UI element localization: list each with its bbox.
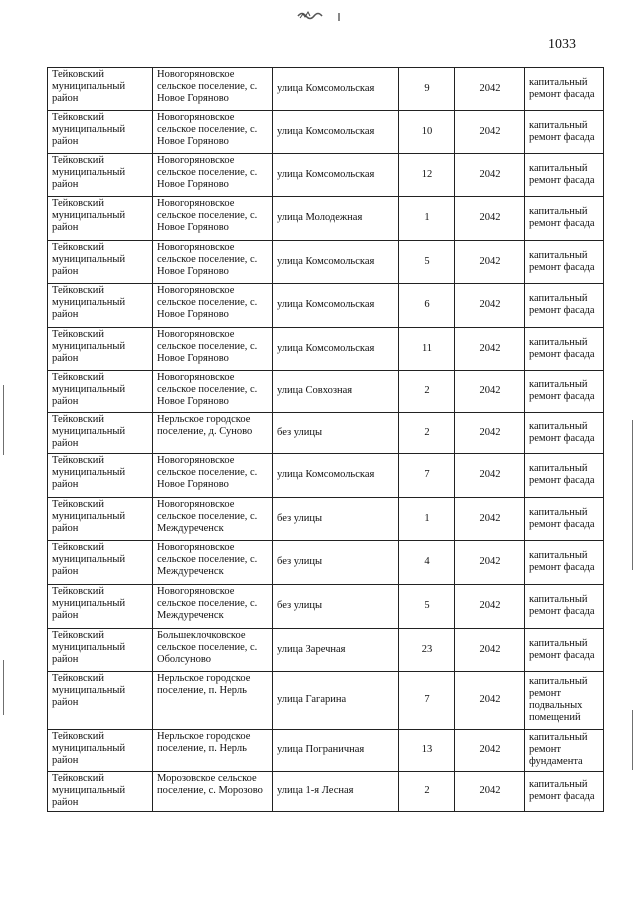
cell-settlement: Новогоряновское сельское поселение, с. Новое Горяново bbox=[153, 454, 273, 498]
cell-house: 1 bbox=[399, 498, 455, 541]
cell-house: 2 bbox=[399, 772, 455, 812]
table-row bbox=[48, 197, 604, 241]
cell-house: 2 bbox=[399, 371, 455, 413]
scan-edge-line bbox=[3, 385, 4, 455]
cell-street: без улицы bbox=[273, 413, 399, 454]
cell-year: 2042 bbox=[455, 197, 525, 241]
cell-house: 1 bbox=[399, 197, 455, 241]
cell-house: 5 bbox=[399, 585, 455, 629]
cell-house: 23 bbox=[399, 629, 455, 672]
cell-work: капитальный ремонт фасада bbox=[525, 241, 604, 284]
cell-district: Тейковский муниципальный район bbox=[48, 197, 153, 241]
table-row bbox=[48, 154, 604, 197]
cell-district: Тейковский муниципальный район bbox=[48, 454, 153, 498]
cell-street: без улицы bbox=[273, 541, 399, 585]
cell-settlement: Новогоряновское сельское поселение, с. Междуреченск bbox=[153, 585, 273, 629]
cell-house: 2 bbox=[399, 413, 455, 454]
cell-district: Тейковский муниципальный район bbox=[48, 154, 153, 197]
cell-work: капитальный ремонт фасада bbox=[525, 284, 604, 328]
table-row bbox=[48, 413, 604, 454]
table-row bbox=[48, 68, 604, 111]
page-number: 1033 bbox=[548, 37, 576, 52]
cell-work: капитальный ремонт фасада bbox=[525, 498, 604, 541]
cell-district: Тейковский муниципальный район bbox=[48, 585, 153, 629]
cell-work: капитальный ремонт фасада bbox=[525, 454, 604, 498]
cell-year: 2042 bbox=[455, 154, 525, 197]
cell-house: 6 bbox=[399, 284, 455, 328]
cell-street: без улицы bbox=[273, 498, 399, 541]
table-row bbox=[48, 541, 604, 585]
table-row bbox=[48, 730, 604, 772]
cell-street: улица Заречная bbox=[273, 629, 399, 672]
cell-street: улица Гагарина bbox=[273, 672, 399, 730]
cell-work: капитальный ремонт фасада bbox=[525, 68, 604, 111]
cell-work: капитальный ремонт фундамента bbox=[525, 730, 604, 772]
cell-work: капитальный ремонт фасада bbox=[525, 371, 604, 413]
cell-work: капитальный ремонт фасада bbox=[525, 629, 604, 672]
cell-settlement: Новогоряновское сельское поселение, с. Новое Горяново bbox=[153, 241, 273, 284]
cell-work: капитальный ремонт фасада bbox=[525, 585, 604, 629]
cell-settlement: Новогоряновское сельское поселение, с. Междуреченск bbox=[153, 541, 273, 585]
cell-settlement: Новогоряновское сельское поселение, с. Новое Горяново bbox=[153, 371, 273, 413]
cell-district: Тейковский муниципальный район bbox=[48, 672, 153, 730]
scan-edge-line bbox=[632, 420, 633, 570]
cell-year: 2042 bbox=[455, 541, 525, 585]
cell-settlement: Большеклочковское сельское поселение, с. Оболсуново bbox=[153, 629, 273, 672]
cell-year: 2042 bbox=[455, 371, 525, 413]
cell-settlement: Новогоряновское сельское поселение, с. Новое Горяново bbox=[153, 68, 273, 111]
cell-work: капитальный ремонт фасада bbox=[525, 413, 604, 454]
cell-house: 9 bbox=[399, 68, 455, 111]
cell-district: Тейковский муниципальный район bbox=[48, 328, 153, 371]
cell-street: без улицы bbox=[273, 585, 399, 629]
cell-settlement: Новогоряновское сельское поселение, с. Новое Горяново bbox=[153, 197, 273, 241]
table-row bbox=[48, 284, 604, 328]
cell-house: 12 bbox=[399, 154, 455, 197]
cell-street: улица Комсомольская bbox=[273, 68, 399, 111]
cell-street: улица Комсомольская bbox=[273, 284, 399, 328]
cell-year: 2042 bbox=[455, 111, 525, 154]
cell-district: Тейковский муниципальный район bbox=[48, 730, 153, 772]
cell-house: 4 bbox=[399, 541, 455, 585]
cell-settlement: Нерльское городское поселение, п. Нерль bbox=[153, 672, 273, 730]
table-row bbox=[48, 629, 604, 672]
cell-year: 2042 bbox=[455, 772, 525, 812]
scan-edge-line bbox=[3, 660, 4, 715]
cell-house: 5 bbox=[399, 241, 455, 284]
table-row bbox=[48, 772, 604, 812]
cell-street: улица Комсомольская bbox=[273, 328, 399, 371]
cell-year: 2042 bbox=[455, 68, 525, 111]
cell-settlement: Новогоряновское сельское поселение, с. Новое Горяново bbox=[153, 284, 273, 328]
cell-house: 7 bbox=[399, 454, 455, 498]
cell-house: 13 bbox=[399, 730, 455, 772]
table-row bbox=[48, 672, 604, 730]
cell-street: улица Комсомольская bbox=[273, 241, 399, 284]
cell-district: Тейковский муниципальный район bbox=[48, 241, 153, 284]
table-row bbox=[48, 498, 604, 541]
cell-district: Тейковский муниципальный район bbox=[48, 772, 153, 812]
cell-year: 2042 bbox=[455, 454, 525, 498]
cell-year: 2042 bbox=[455, 328, 525, 371]
cell-year: 2042 bbox=[455, 498, 525, 541]
cell-district: Тейковский муниципальный район bbox=[48, 413, 153, 454]
cell-settlement: Новогоряновское сельское поселение, с. Новое Горяново bbox=[153, 111, 273, 154]
cell-house: 11 bbox=[399, 328, 455, 371]
cell-street: улица Молодежная bbox=[273, 197, 399, 241]
cell-district: Тейковский муниципальный район bbox=[48, 498, 153, 541]
cell-district: Тейковский муниципальный район bbox=[48, 68, 153, 111]
table-row bbox=[48, 241, 604, 284]
cell-district: Тейковский муниципальный район bbox=[48, 371, 153, 413]
cell-settlement: Новогоряновское сельское поселение, с. Междуреченск bbox=[153, 498, 273, 541]
cell-district: Тейковский муниципальный район bbox=[48, 284, 153, 328]
cell-settlement: Новогоряновское сельское поселение, с. Новое Горяново bbox=[153, 328, 273, 371]
cell-street: улица Комсомольская bbox=[273, 454, 399, 498]
cell-work: капитальный ремонт подвальных помещений bbox=[525, 672, 604, 730]
table-row bbox=[48, 454, 604, 498]
cell-house: 7 bbox=[399, 672, 455, 730]
cell-work: капитальный ремонт фасада bbox=[525, 154, 604, 197]
cell-year: 2042 bbox=[455, 413, 525, 454]
cell-year: 2042 bbox=[455, 629, 525, 672]
cell-work: капитальный ремонт фасада bbox=[525, 541, 604, 585]
table-row bbox=[48, 585, 604, 629]
cell-district: Тейковский муниципальный район bbox=[48, 111, 153, 154]
table-row bbox=[48, 328, 604, 371]
cell-street: улица Комсомольская bbox=[273, 154, 399, 197]
cell-year: 2042 bbox=[455, 284, 525, 328]
cell-street: улица Пограничная bbox=[273, 730, 399, 772]
cell-settlement: Нерльское городское поселение, п. Нерль bbox=[153, 730, 273, 772]
cell-street: улица Комсомольская bbox=[273, 111, 399, 154]
cell-work: капитальный ремонт фасада bbox=[525, 111, 604, 154]
table-row bbox=[48, 111, 604, 154]
cell-year: 2042 bbox=[455, 241, 525, 284]
header-stamp-mark bbox=[296, 8, 342, 22]
cell-street: улица 1-я Лесная bbox=[273, 772, 399, 812]
cell-year: 2042 bbox=[455, 730, 525, 772]
cell-work: капитальный ремонт фасада bbox=[525, 328, 604, 371]
scan-edge-line bbox=[632, 710, 633, 770]
cell-year: 2042 bbox=[455, 585, 525, 629]
cell-district: Тейковский муниципальный район bbox=[48, 541, 153, 585]
housing-repair-table bbox=[47, 67, 604, 812]
cell-settlement: Морозовское сельское поселение, с. Морозово bbox=[153, 772, 273, 812]
cell-district: Тейковский муниципальный район bbox=[48, 629, 153, 672]
cell-year: 2042 bbox=[455, 672, 525, 730]
cell-settlement: Нерльское городское поселение, д. Суново bbox=[153, 413, 273, 454]
cell-work: капитальный ремонт фасада bbox=[525, 197, 604, 241]
cell-house: 10 bbox=[399, 111, 455, 154]
cell-street: улица Совхозная bbox=[273, 371, 399, 413]
cell-settlement: Новогоряновское сельское поселение, с. Новое Горяново bbox=[153, 154, 273, 197]
cell-work: капитальный ремонт фасада bbox=[525, 772, 604, 812]
table-row bbox=[48, 371, 604, 413]
